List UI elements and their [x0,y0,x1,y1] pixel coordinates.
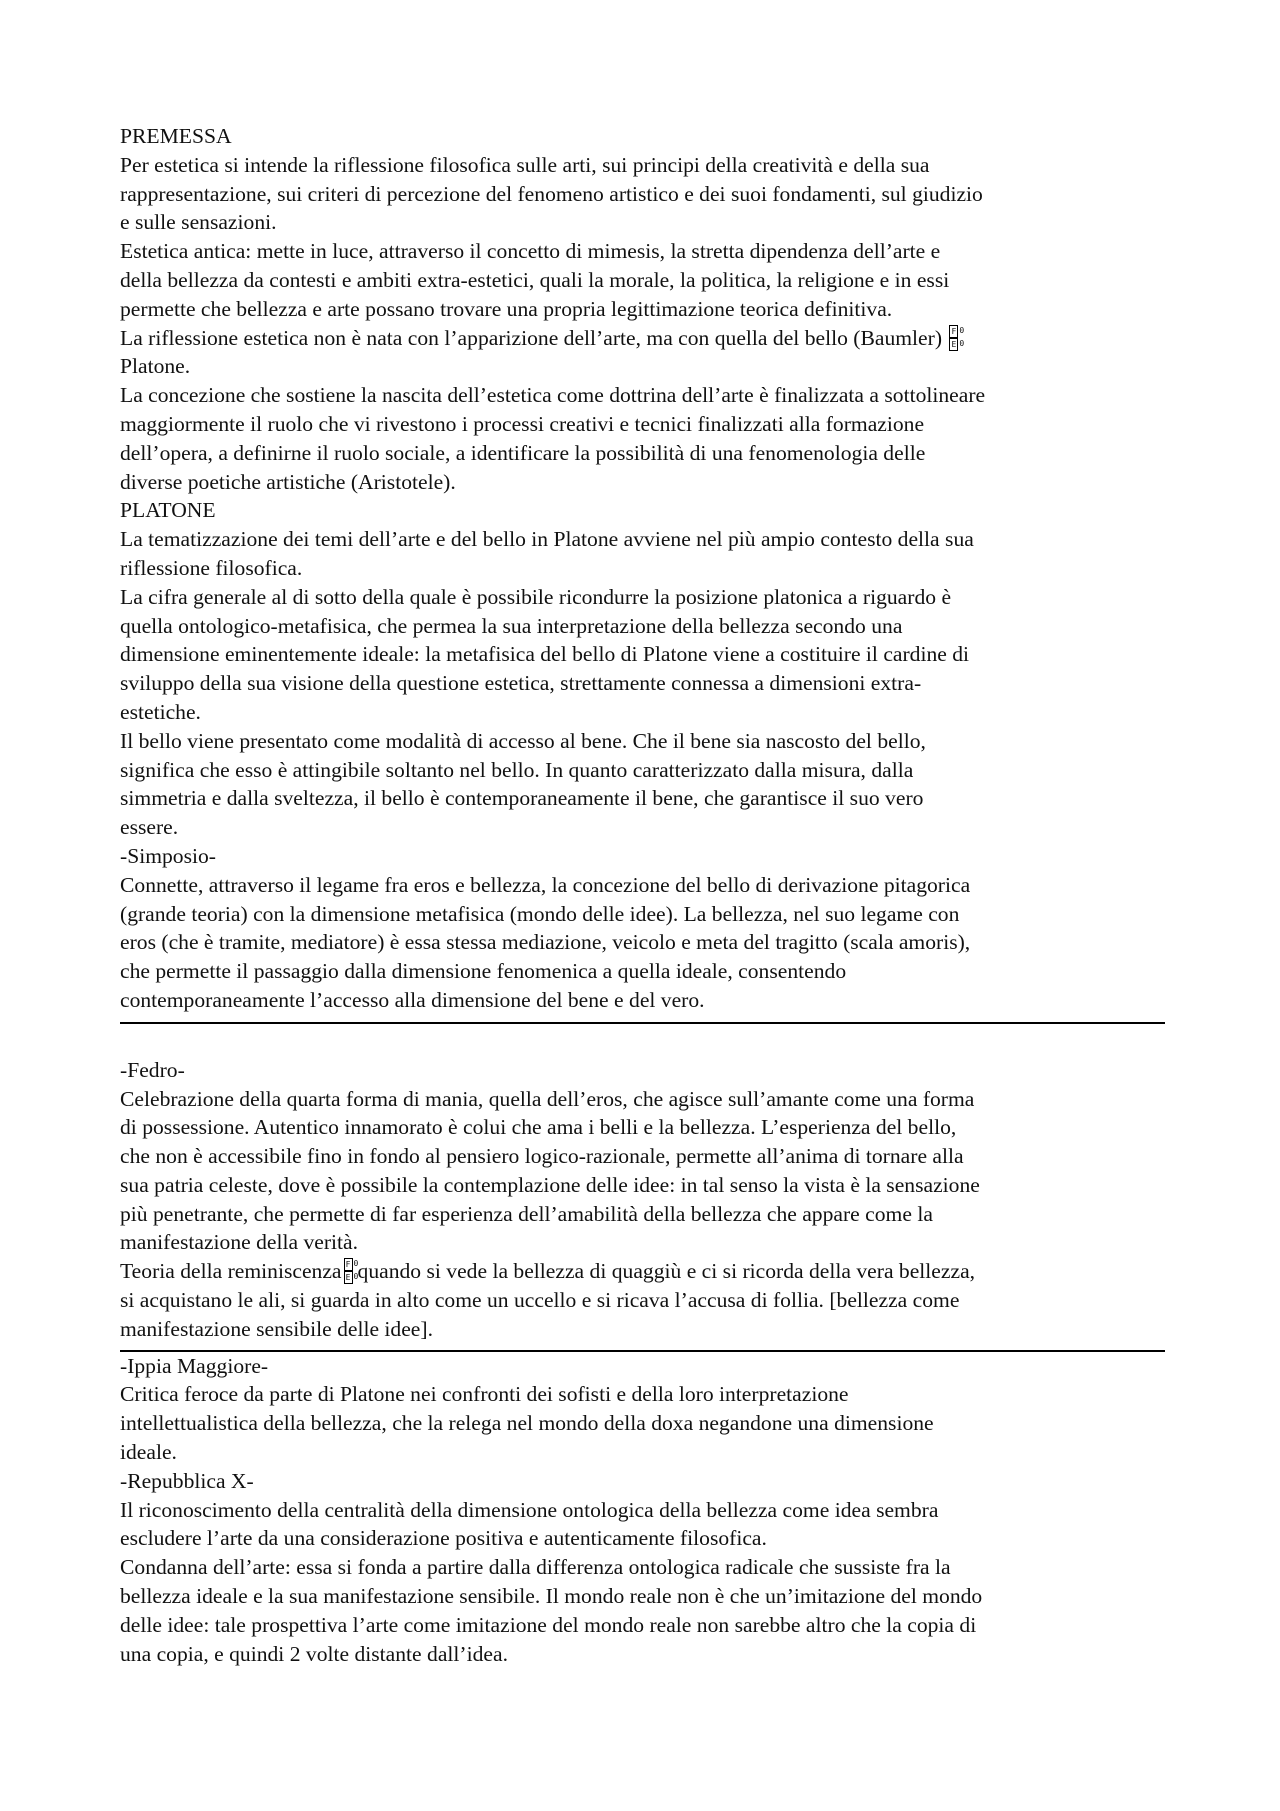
heading-premessa: PREMESSA [120,124,232,148]
text-line: La cifra generale al di sotto della quale è possibile ricondurre la posizione platonica a riguardo è [120,584,952,609]
text-line: essere. [120,815,179,840]
text-line: sviluppo della sua visione della questione estetica, strettamente connessa a dimensioni extra- [120,671,922,696]
document-page [120,122,1165,1668]
text-fragment: quando si vede la bellezza di quaggiù e ci si ricorda della vera bellezza, [357,1259,976,1284]
text-line: dimensione eminentemente ideale: la metafisica del bello di Platone viene a costituire il cardine di [120,642,970,667]
text-line: manifestazione sensibile delle idee]. [120,1316,433,1341]
text-line: più penetrante, che permette di far esperienza dell’amabilità della bellezza che appare come la [120,1201,933,1226]
text-line: sua patria celeste, dove è possibile la contemplazione delle idee: in tal senso la vista è la sensazione [120,1172,980,1197]
heading-ippia-maggiore: -Ippia Maggiore- [120,1353,269,1378]
text-line: maggiormente il ruolo che vi rivestono i processi creativi e tecnici finalizzati alla formazione [120,411,925,436]
text-line: che non è accessibile fino in fondo al pensiero logico-razionale, permette all’anima di tornare alla [120,1144,964,1169]
text-line: Celebrazione della quarta forma di mania, quella dell’eros, che agisce sull’amante come una forma [120,1086,975,1111]
text-line: bellezza ideale e la sua manifestazione sensibile. Il mondo reale non è che un’imitazione del mondo [120,1584,983,1609]
text-line: simmetria e dalla sveltezza, il bello è contemporaneamente il bene, che garantisce il suo vero [120,786,924,811]
text-fragment: La riflessione estetica non è nata con l’apparizione dell’arte, ma con quella del bello (Baumler) [120,325,943,350]
text-line: Estetica antica: mette in luce, attraverso il concetto di mimesis, la stretta dipendenza dell’arte e [120,239,941,264]
text-line: quella ontologico-metafisica, che permea la sua interpretazione della bellezza secondo una [120,613,903,638]
text-line: e sulle sensazioni. [120,210,277,235]
text-line: manifestazione della verità. [120,1230,359,1255]
missing-glyph-icon: F E 0 0 [949,324,961,352]
text-line: si acquistano le ali, si guarda in alto come un uccello e si ricava l’accusa di follia. [bellezza come [120,1288,960,1313]
text-line: che permette il passaggio dalla dimensione fenomenica a quella ideale, consentendo [120,959,847,984]
text-line: diverse poetiche artistiche (Aristotele). [120,469,456,494]
text-line-with-glyph [120,1257,1165,1286]
text-line: Connette, attraverso il legame fra eros e bellezza, la concezione del bello di derivazione pitagorica [120,872,971,897]
text-line: estetiche. [120,699,201,724]
text-line: una copia, e quindi 2 volte distante dall’idea. [120,1641,508,1666]
text-fragment: Teoria della reminiscenza [120,1259,342,1284]
text-line: Critica feroce da parte di Platone nei confronti dei sofisti e della loro interpretazione [120,1382,849,1407]
text-line: eros (che è tramite, mediatore) è essa stessa mediazione, veicolo e meta del tragitto (scala amoris), [120,930,971,955]
text-line: (grande teoria) con la dimensione metafisica (mondo delle idee). La bellezza, nel suo legame con [120,901,960,926]
text-line: Condanna dell’arte: essa si fonda a partire dalla differenza ontologica radicale che sussiste fra la [120,1555,951,1580]
missing-glyph-icon: F E 0 0 [344,1257,356,1285]
text-line: Per estetica si intende la riflessione filosofica sulle arti, sui principi della creatività e della sua [120,152,930,177]
text-line: significa che esso è attingibile soltanto nel bello. In quanto caratterizzato dalla misura, dalla [120,757,914,782]
heading-fedro: -Fedro- [120,1057,185,1082]
text-line: intellettualistica della bellezza, che la relega nel mondo della doxa negandone una dimensione [120,1411,934,1436]
text-line: ideale. [120,1440,177,1465]
text-line: Platone. [120,354,191,379]
text-line: rappresentazione, sui criteri di percezione del fenomeno artistico e dei suoi fondamenti, sul giudizio [120,181,983,206]
text-line: permette che bellezza e arte possano trovare una propria legittimazione teorica definitiva. [120,296,893,321]
heading-platone: PLATONE [120,498,216,523]
text-line: La concezione che sostiene la nascita dell’estetica come dottrina dell’arte è finalizzata a sottolineare [120,383,986,408]
text-line: Il riconoscimento della centralità della dimensione ontologica della bellezza come idea sembra [120,1497,939,1522]
text-line: riflessione filosofica. [120,555,303,580]
heading-repubblica-x: -Repubblica X- [120,1468,254,1493]
text-line: escludere l’arte da una considerazione positiva e autenticamente filosofica. [120,1526,767,1551]
text-line: della bellezza da contesti e ambiti extra-estetici, quali la morale, la politica, la religione e in essi [120,267,950,292]
text-line: dell’opera, a definirne il ruolo sociale, a identificare la possibilità di una fenomenologia delle [120,440,926,465]
text-line-with-glyph [120,324,1165,353]
heading-simposio: -Simposio- [120,843,216,868]
text-line: Il bello viene presentato come modalità di accesso al bene. Che il bene sia nascosto del bello, [120,728,926,753]
text-line: La tematizzazione dei temi dell’arte e del bello in Platone avviene nel più ampio contesto della sua [120,527,974,552]
section-divider [120,1022,1165,1024]
text-line: di possessione. Autentico innamorato è colui che ama i belli e la bellezza. L’esperienza del bello, [120,1115,957,1140]
text-line: delle idee: tale prospettiva l’arte come imitazione del mondo reale non sarebbe altro che la copia di [120,1612,977,1637]
text-line: contemporaneamente l’accesso alla dimensione del bene e del vero. [120,987,705,1012]
